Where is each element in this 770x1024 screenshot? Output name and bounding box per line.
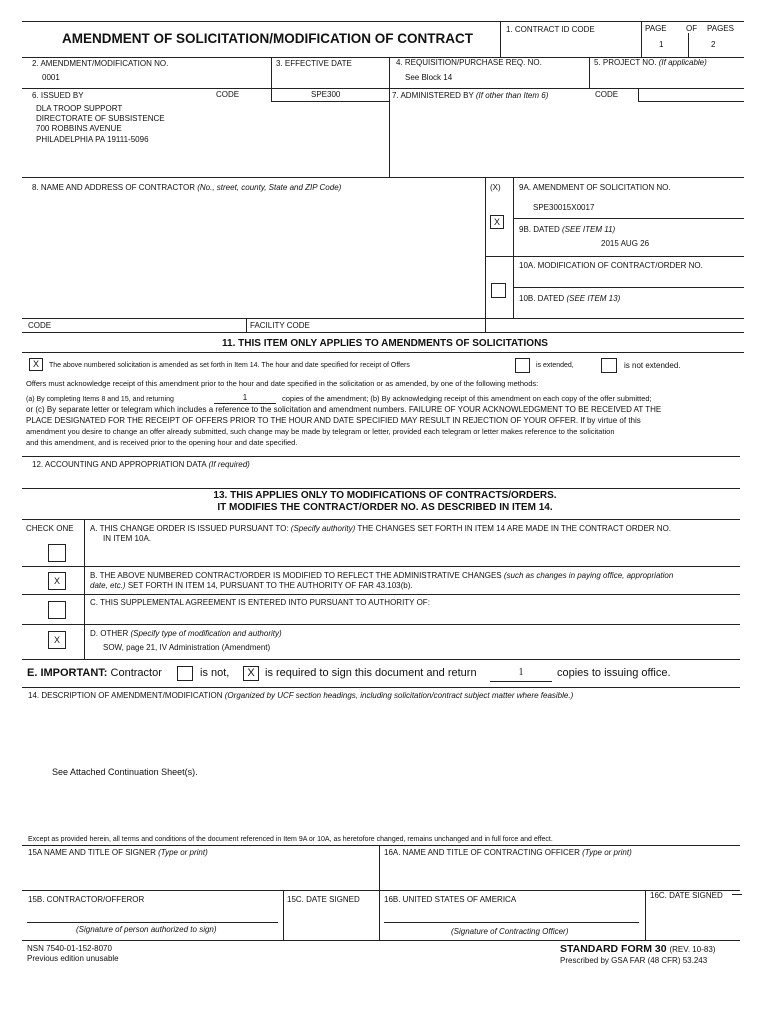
rule	[389, 88, 390, 177]
13b-line-2	[90, 581, 413, 591]
prescribed-by: Prescribed by GSA FAR (48 CFR) 53.243	[560, 956, 708, 965]
is-extended-label: is extended,	[536, 362, 574, 369]
10b-text: 10B. DATED	[519, 294, 565, 303]
9b-value[interactable]: 2015 AUG 26	[601, 239, 650, 248]
9b-note: (SEE ITEM 11)	[561, 225, 616, 234]
of-label: OF	[686, 24, 698, 33]
not-extended-label: is not extended.	[624, 361, 681, 370]
13c-checkbox[interactable]	[48, 601, 66, 619]
13d-text: D. OTHER	[90, 629, 129, 638]
accounting-label	[32, 460, 250, 470]
check-one-label: CHECK ONE	[26, 524, 74, 533]
section-11-line-7: and this amendment, and is received prior to the opening hour and date specified.	[26, 438, 298, 447]
pages-label: PAGES	[707, 24, 734, 33]
rule	[513, 177, 514, 318]
rule	[22, 659, 740, 660]
section-11-line-4: or (c) By separate letter or telegram which includes a reference to the solicitation and amendment numbers. FAILURE OF YOUR ACKNOWLEDGMENT TO BE RECEIVED AT THE	[26, 405, 662, 414]
15c-label: 15C. DATE SIGNED	[287, 895, 360, 904]
section-11-title: 11. THIS ITEM ONLY APPLIES TO AMENDMENTS OF SOLICITATIONS	[222, 338, 548, 349]
9a-label: 9A. AMENDMENT OF SOLICITATION NO.	[519, 183, 671, 192]
rule	[22, 488, 740, 489]
description-text: 14. DESCRIPTION OF AMENDMENT/MODIFICATION	[28, 691, 223, 700]
admin-code-label: CODE	[595, 90, 619, 99]
rule	[379, 845, 380, 940]
rule	[22, 88, 744, 89]
requisition-value[interactable]: See Block 14	[405, 73, 453, 82]
rule	[641, 21, 642, 57]
10-checkbox[interactable]	[491, 283, 506, 298]
rule	[485, 177, 486, 318]
13d-checkbox[interactable]: X	[48, 631, 66, 649]
16a-text: 16A. NAME AND TITLE OF CONTRACTING OFFICER	[384, 848, 580, 857]
rule	[638, 88, 639, 102]
issued-line-4[interactable]: PHILADELPHIA PA 19111-5096	[36, 135, 149, 144]
10a-label: 10A. MODIFICATION OF CONTRACT/ORDER NO.	[519, 261, 703, 270]
rule	[22, 21, 744, 22]
section-11-line-2: Offers must acknowledge receipt of this amendment prior to the hour and date specified in the solicitation or as amended, by one of the following methods:	[26, 379, 539, 388]
signature-line-16[interactable]	[384, 922, 639, 923]
13d-line	[90, 629, 282, 639]
13b-note-2: date, etc.)	[90, 581, 126, 590]
13b-line-1	[90, 571, 673, 581]
rule	[22, 890, 740, 891]
rule	[22, 352, 744, 353]
rule	[271, 88, 272, 102]
13c-line: C. THIS SUPPLEMENTAL AGREEMENT IS ENTERED INTO PURSUANT TO AUTHORITY OF:	[90, 598, 430, 607]
rule	[513, 287, 744, 288]
9b-label	[519, 225, 615, 235]
signature-line-15[interactable]	[27, 922, 278, 923]
rule	[22, 456, 740, 457]
15b-label: 15B. CONTRACTOR/OFFEROR	[28, 895, 145, 904]
issued-line-2[interactable]: DIRECTORATE OF SUBSISTENCE	[36, 114, 165, 123]
13a-line-1	[90, 524, 671, 534]
rule	[732, 894, 742, 895]
project-no-text: 5. PROJECT NO.	[594, 58, 657, 67]
x-column-label: (X)	[490, 183, 501, 192]
section-11-line-1: The above numbered solicitation is amended as set forth in Item 14. The hour and date specified for receipt of Offers	[49, 362, 410, 369]
signature-caption-15: (Signature of person authorized to sign)	[76, 925, 217, 934]
contractor-note: (No., street, county, State and ZIP Code)	[197, 183, 342, 192]
rule	[638, 101, 744, 102]
rule	[589, 57, 590, 88]
rule	[271, 57, 272, 88]
issued-line-3[interactable]: 700 ROBBINS AVENUE	[36, 124, 122, 133]
15a-note: (Type or print)	[158, 848, 208, 857]
issued-code-label: CODE	[216, 90, 240, 99]
facility-code-label: FACILITY CODE	[250, 321, 310, 330]
nsn-number: NSN 7540-01-152-8070	[27, 944, 112, 953]
13a-line-2: IN ITEM 10A.	[103, 534, 152, 543]
form-title: AMENDMENT OF SOLICITATION/MODIFICATION OF CONTRACT	[62, 31, 473, 46]
except-statement: Except as provided herein, all terms and conditions of the document referenced in Item 9A or 10A, as heretofore changed, remains unchanged and in full force and effect.	[28, 836, 553, 843]
9-checkbox[interactable]: X	[490, 215, 504, 229]
15a-text: 15A NAME AND TITLE OF SIGNER	[28, 848, 156, 857]
accounting-note: (If required)	[208, 460, 250, 469]
13b-checkbox[interactable]: X	[48, 572, 66, 590]
rule	[271, 101, 389, 102]
rule	[84, 519, 85, 659]
rule	[22, 332, 744, 333]
effective-date-label: 3. EFFECTIVE DATE	[276, 59, 352, 68]
rule	[22, 687, 740, 688]
13d-note: (Specify type of modification and authority)	[130, 629, 282, 638]
rule	[22, 566, 740, 567]
amendment-no-label: 2. AMENDMENT/MODIFICATION NO.	[32, 59, 169, 68]
rule	[246, 318, 247, 332]
15a-label	[28, 848, 208, 858]
standard-form-label	[560, 943, 715, 956]
standard-form-name: STANDARD FORM 30	[560, 943, 667, 955]
section-11-line-6: amendment you desire to change an offer already submitted, such change may be made by telegram or letter, provided each telegram or letter makes reference to the solicitation	[26, 427, 615, 436]
13d-value[interactable]: SOW, page 21, IV Administration (Amendment)	[103, 643, 271, 652]
13a-note: (Specify authority)	[290, 524, 356, 533]
return-copies-underline	[490, 681, 552, 682]
issued-line-1[interactable]: DLA TROOP SUPPORT	[36, 104, 123, 113]
important-label	[27, 667, 162, 680]
issued-code-value[interactable]: SPE300	[311, 90, 341, 99]
contractor-code-label: CODE	[28, 321, 52, 330]
copies-underline	[214, 403, 276, 404]
13a-text: A. THIS CHANGE ORDER IS ISSUED PURSUANT TO:	[90, 524, 289, 533]
section-11-line-5: PLACE DESIGNATED FOR THE RECEIPT OF OFFERS PRIOR TO THE HOUR AND DATE SPECIFIED MAY RESULT IN REJECTION OF YOUR OFFER. If by virtue of this	[26, 416, 641, 425]
project-no-note: (If applicable)	[658, 58, 707, 67]
important-e: E. IMPORTANT:	[27, 667, 108, 679]
standard-form-rev: (REV. 10-83)	[669, 945, 716, 954]
important-contractor: Contractor	[110, 667, 162, 679]
is-required-label: is required to sign this document and return	[265, 667, 477, 679]
rule	[283, 890, 284, 940]
13a-rest: THE CHANGES SET FORTH IN ITEM 14 ARE MADE IN THE CONTRACT ORDER NO.	[357, 524, 672, 533]
contractor-text: 8. NAME AND ADDRESS OF CONTRACTOR	[32, 183, 195, 192]
section-11-checkbox[interactable]: X	[29, 358, 43, 371]
signature-caption-16: (Signature of Contracting Officer)	[451, 927, 569, 936]
return-copies-value[interactable]: 1	[518, 667, 524, 678]
return-copies-tail: copies to issuing office.	[557, 667, 671, 679]
rule	[22, 594, 740, 595]
not-extended-checkbox[interactable]	[601, 358, 617, 373]
rule	[22, 940, 740, 941]
section-13-title-2: IT MODIFIES THE CONTRACT/ORDER NO. AS DESCRIBED IN ITEM 14.	[217, 502, 553, 513]
rule	[389, 57, 390, 88]
page-label: PAGE	[645, 24, 667, 33]
issued-by-label: 6. ISSUED BY	[32, 91, 84, 100]
rule	[645, 890, 646, 940]
rule	[500, 21, 501, 57]
is-not-label: is not,	[200, 667, 230, 679]
16a-note: (Type or print)	[582, 848, 632, 857]
contract-id-label: 1. CONTRACT ID CODE	[506, 25, 595, 34]
10b-note: (SEE ITEM 13)	[566, 294, 621, 303]
13b-note: (such as changes in paying office, appropriation	[503, 571, 674, 580]
10b-label	[519, 294, 620, 304]
rule	[485, 256, 744, 257]
page-value[interactable]: 1	[659, 40, 664, 49]
16b-label: 16B. UNITED STATES OF AMERICA	[384, 895, 517, 904]
pages-value[interactable]: 2	[711, 40, 716, 49]
contractor-label	[32, 183, 341, 193]
previous-edition: Previous edition unusable	[27, 954, 119, 963]
accounting-text: 12. ACCOUNTING AND APPROPRIATION DATA	[32, 460, 207, 469]
copies-value[interactable]: 1	[242, 393, 248, 402]
administered-by-note: (If other than Item 6)	[475, 91, 549, 100]
section-13-title-1: 13. THIS APPLIES ONLY TO MODIFICATIONS OF CONTRACTS/ORDERS.	[213, 490, 557, 501]
rule	[22, 519, 740, 520]
is-required-checkbox[interactable]: X	[243, 666, 259, 681]
section-11-line-3a: (a) By completing Items 8 and 15, and returning	[26, 396, 174, 403]
16a-label	[384, 848, 632, 858]
section-11-line-3b: copies of the amendment; (b) By acknowledging receipt of this amendment on each copy of the offer submitted;	[282, 394, 652, 403]
rule	[485, 318, 486, 332]
rule	[22, 624, 740, 625]
9a-value[interactable]: SPE30015X0017	[533, 203, 595, 212]
rule	[688, 33, 689, 57]
rule	[22, 845, 740, 846]
13b-text-2: SET FORTH IN ITEM 14, PURSUANT TO THE AUTHORITY OF FAR 43.103(b).	[127, 581, 413, 590]
13a-checkbox[interactable]	[48, 544, 66, 562]
13b-text: B. THE ABOVE NUMBERED CONTRACT/ORDER IS MODIFIED TO REFLECT THE ADMINISTRATIVE CHANGES	[90, 571, 502, 580]
rule	[513, 218, 744, 219]
amendment-no-value[interactable]: 0001	[42, 73, 60, 82]
is-not-checkbox[interactable]	[177, 666, 193, 681]
rule	[22, 177, 744, 178]
is-extended-checkbox[interactable]	[515, 358, 530, 373]
description-body[interactable]: See Attached Continuation Sheet(s).	[52, 767, 198, 777]
description-note: (Organized by UCF section headings, including solicitation/contract subject matter where feasible.)	[224, 691, 574, 700]
administered-by-text: 7. ADMINISTERED BY	[392, 91, 474, 100]
administered-by-label	[392, 91, 548, 101]
description-label	[28, 691, 573, 701]
9b-text: 9B. DATED	[519, 225, 560, 234]
project-no-label	[594, 58, 707, 68]
rule	[22, 318, 744, 319]
requisition-label: 4. REQUISITION/PURCHASE REQ. NO.	[396, 58, 542, 67]
16c-label: 16C. DATE SIGNED	[650, 891, 723, 900]
